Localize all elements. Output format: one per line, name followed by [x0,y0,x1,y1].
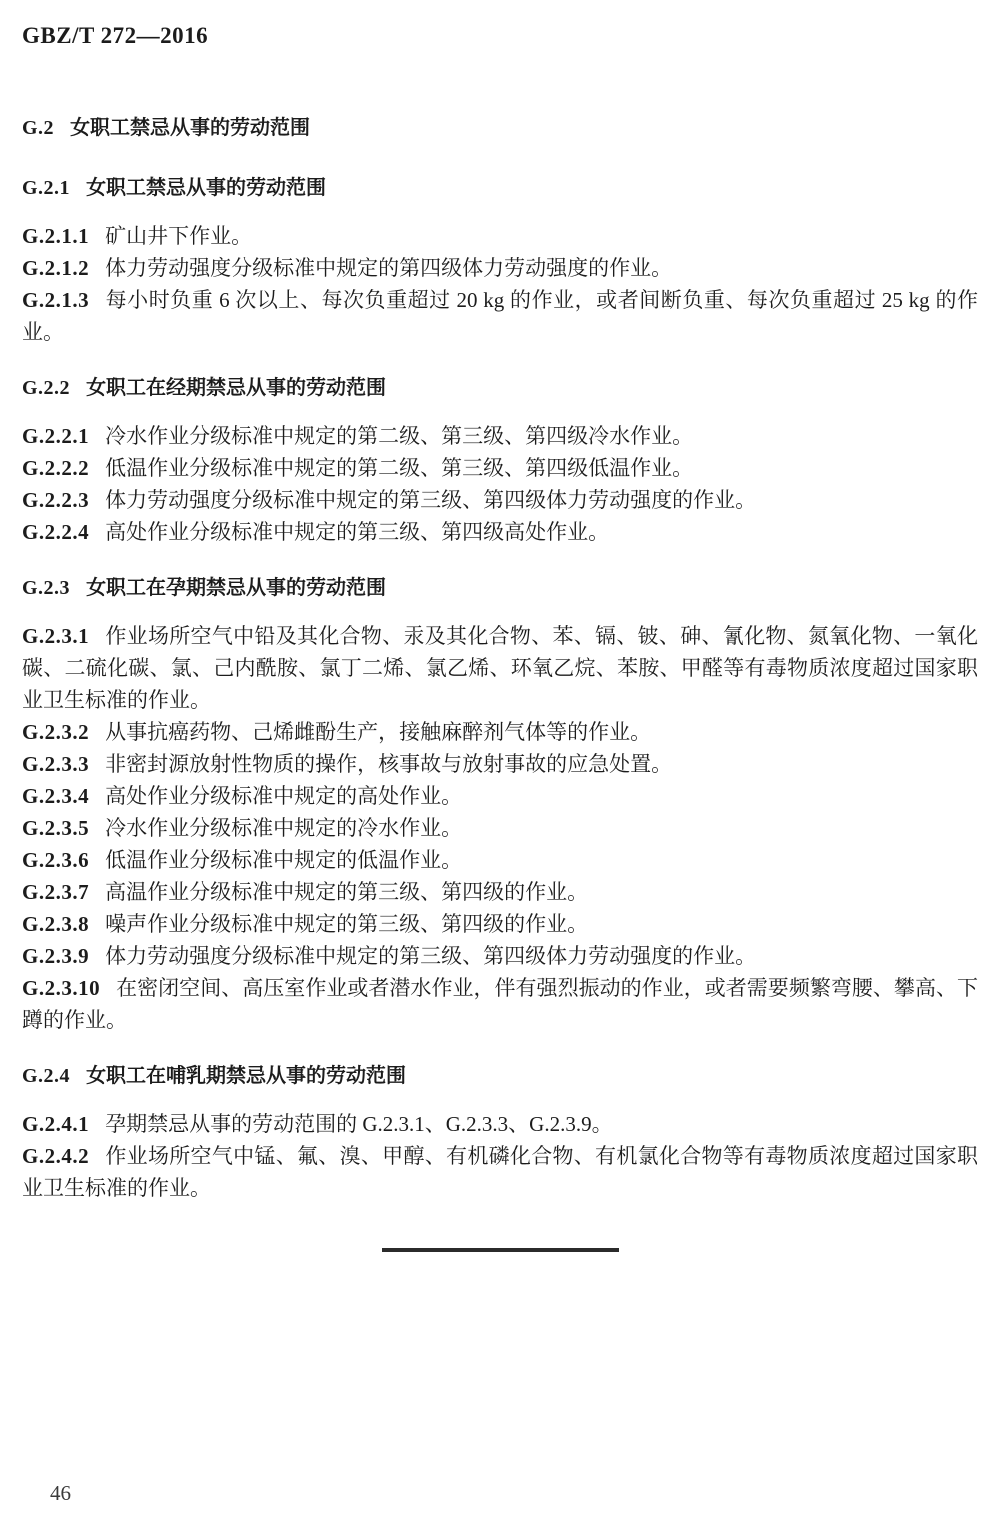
clause-text: 体力劳动强度分级标准中规定的第三级、第四级体力劳动强度的作业。 [105,944,757,968]
clause-text: 女职工在经期禁忌从事的劳动范围 [86,377,387,399]
clause-paragraph [22,1140,978,1204]
clause-paragraph [22,908,978,940]
clause-number: G.2.3.9 [22,944,90,968]
clause-paragraph [22,620,978,716]
clause-number: G.2.3.10 [22,976,101,1000]
clause-number: G.2.2.3 [22,488,90,512]
clause-paragraph [22,748,978,780]
clause-text: 作业场所空气中锰、氟、溴、甲醇、有机磷化合物、有机氯化合物等有毒物质浓度超过国家职业卫生标准的作业。 [22,1144,978,1200]
clause-number: G.2.4.1 [22,1112,90,1136]
document-body [22,112,978,1204]
clause-paragraph [22,876,978,908]
clause-paragraph [22,812,978,844]
clause-text: 高处作业分级标准中规定的高处作业。 [105,784,463,808]
clause-text: 从事抗癌药物、己烯雌酚生产，接触麻醉剂气体等的作业。 [105,720,652,744]
clause-text: 在密闭空间、高压室作业或者潜水作业，伴有强烈振动的作业，或者需要频繁弯腰、攀高、下蹲的作业。 [22,976,978,1032]
clause-number: G.2.1.3 [22,288,90,312]
clause-number: G.2.3.7 [22,880,90,904]
page-number: 46 [50,1481,71,1505]
section-heading [22,172,978,205]
clause-text: 噪声作业分级标准中规定的第三级、第四级的作业。 [105,912,589,936]
clause-text: 体力劳动强度分级标准中规定的第四级体力劳动强度的作业。 [105,256,673,280]
clause-text: 女职工禁忌从事的劳动范围 [86,177,327,199]
clause-paragraph [22,844,978,876]
clause-number: G.2.3.8 [22,912,90,936]
clause-text: 冷水作业分级标准中规定的第二级、第三级、第四级冷水作业。 [105,424,694,448]
clause-number: G.2.2.1 [22,424,90,448]
clause-paragraph [22,716,978,748]
clause-paragraph [22,516,978,548]
clause-number: G.2.2.2 [22,456,90,480]
clause-paragraph [22,452,978,484]
clause-text: 低温作业分级标准中规定的第二级、第三级、第四级低温作业。 [105,456,694,480]
clause-number: G.2.1.1 [22,224,90,248]
clause-number: G.2.3.4 [22,784,90,808]
clause-text: 高温作业分级标准中规定的第三级、第四级的作业。 [105,880,589,904]
end-of-document-divider [382,1248,619,1252]
clause-number: G.2.1.2 [22,256,90,280]
clause-paragraph [22,220,978,252]
clause-text: 女职工在哺乳期禁忌从事的劳动范围 [86,1065,407,1087]
clause-paragraph [22,420,978,452]
clause-number: G.2.4.2 [22,1144,90,1168]
clause-paragraph [22,780,978,812]
clause-text: 体力劳动强度分级标准中规定的第三级、第四级体力劳动强度的作业。 [105,488,757,512]
clause-text: 低温作业分级标准中规定的低温作业。 [105,848,463,872]
section-heading [22,572,978,605]
clause-paragraph [22,940,978,972]
clause-text: 孕期禁忌从事的劳动范围的 G.2.3.1、G.2.3.3、G.2.3.9。 [105,1112,613,1136]
clause-text: 女职工禁忌从事的劳动范围 [70,117,311,139]
standard-code-header: GBZ/T 272—2016 [22,23,209,48]
clause-number: G.2.3.2 [22,720,90,744]
clause-text: 矿山井下作业。 [105,224,253,248]
clause-number: G.2.3.6 [22,848,90,872]
clause-number: G.2.3.1 [22,624,90,648]
clause-text: 高处作业分级标准中规定的第三级、第四级高处作业。 [105,520,610,544]
clause-number: G.2.3.3 [22,752,90,776]
clause-number: G.2.3 [22,577,71,599]
clause-text: 冷水作业分级标准中规定的冷水作业。 [105,816,463,840]
clause-paragraph [22,252,978,284]
clause-number: G.2 [22,117,55,139]
clause-text: 作业场所空气中铅及其化合物、汞及其化合物、苯、镉、铍、砷、氰化物、氮氧化物、一氧化碳、二硫化碳、氯、己内酰胺、氯丁二烯、氯乙烯、环氧乙烷、苯胺、甲醛等有毒物质浓度超过国家职业卫生标准的作业。 [22,624,978,712]
clause-number: G.2.2.4 [22,520,90,544]
clause-text: 每小时负重 6 次以上、每次负重超过 20 kg 的作业，或者间断负重、每次负重超过 25 kg 的作业。 [22,288,978,344]
clause-paragraph [22,1108,978,1140]
clause-number: G.2.4 [22,1065,71,1087]
clause-paragraph [22,972,978,1036]
section-heading [22,1060,978,1093]
clause-text: 非密封源放射性物质的操作，核事故与放射事故的应急处置。 [105,752,673,776]
clause-number: G.2.1 [22,177,71,199]
section-heading [22,112,978,145]
clause-paragraph [22,484,978,516]
clause-number: G.2.2 [22,377,71,399]
clause-paragraph [22,284,978,348]
section-heading [22,372,978,405]
clause-text: 女职工在孕期禁忌从事的劳动范围 [86,577,387,599]
clause-number: G.2.3.5 [22,816,90,840]
